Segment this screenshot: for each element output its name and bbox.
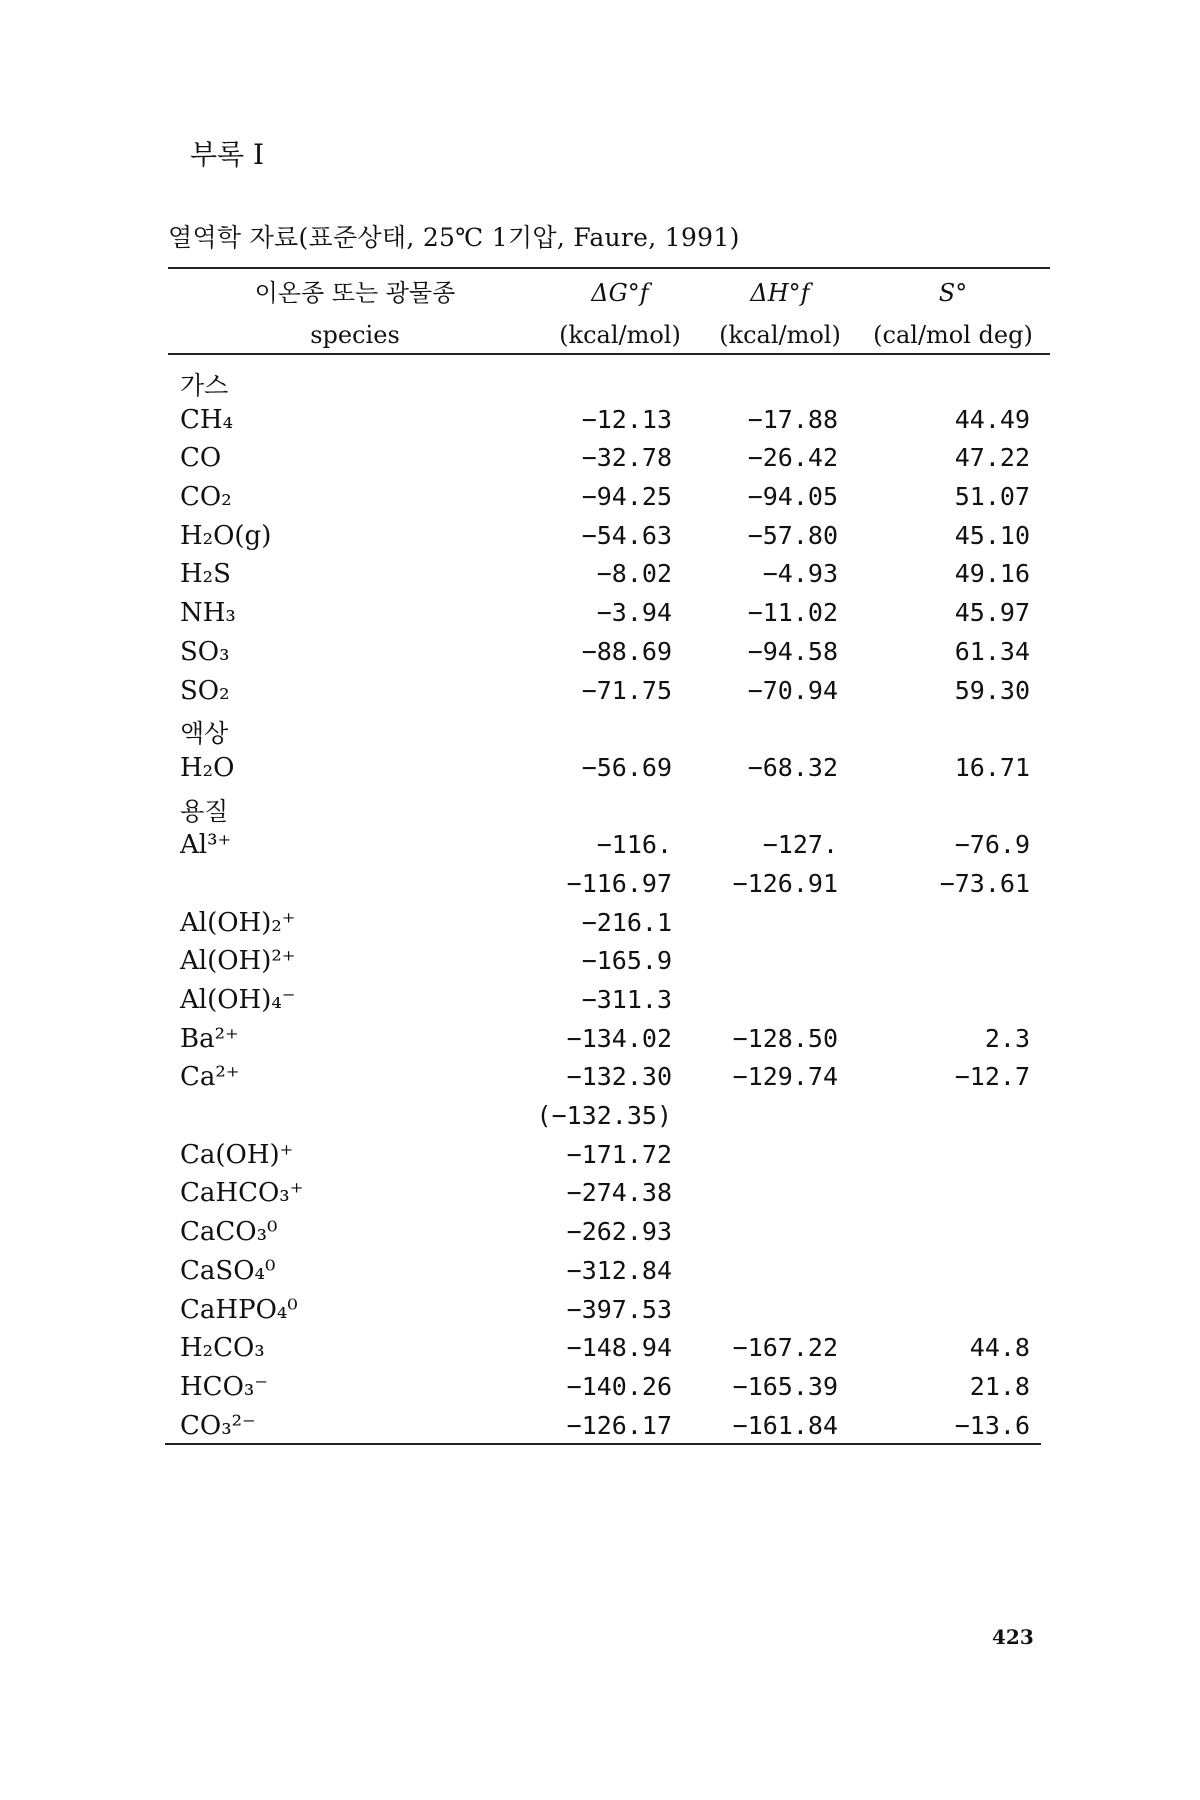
enthalpy-cell: −161.84 — [732, 1410, 838, 1440]
species-cell: Al³⁺ — [180, 830, 232, 861]
gibbs-cell: −262.93 — [566, 1217, 672, 1247]
entropy-cell: 47.22 — [954, 443, 1030, 473]
table-row — [0, 1329, 1200, 1368]
entropy-unit: (cal/mol deg) — [873, 321, 1033, 349]
gibbs-cell: −88.69 — [581, 636, 672, 666]
enthalpy-cell: −129.74 — [732, 1062, 838, 1092]
table-row — [0, 1097, 1200, 1136]
table-row — [0, 633, 1200, 672]
entropy-cell: −13.6 — [954, 1410, 1030, 1440]
enthalpy-cell: −17.88 — [747, 404, 838, 434]
gibbs-cell: −140.26 — [566, 1371, 672, 1401]
species-cell: 액상 — [180, 719, 229, 749]
table-row — [0, 904, 1200, 943]
table-row — [0, 1213, 1200, 1252]
table-row — [0, 1368, 1200, 1407]
enthalpy-cell: −165.39 — [732, 1371, 838, 1401]
gibbs-unit: (kcal/mol) — [559, 321, 681, 349]
species-cell: Al(OH)²⁺ — [180, 946, 296, 977]
section-row — [0, 788, 1200, 827]
species-cell: HCO₃⁻ — [180, 1371, 269, 1402]
table-bottom-rule — [165, 1443, 1041, 1445]
column-header-gibbs — [545, 272, 695, 356]
species-cell: H₂O — [180, 752, 235, 783]
enthalpy-cell: −94.05 — [747, 482, 838, 512]
species-cell: Al(OH)₄⁻ — [180, 985, 296, 1015]
table-row — [0, 749, 1200, 788]
entropy-cell: 45.10 — [954, 520, 1030, 550]
table-row — [0, 942, 1200, 981]
enthalpy-cell: −167.22 — [732, 1333, 838, 1363]
appendix-header: 부록 I — [190, 138, 265, 171]
enthalpy-cell: −4.93 — [762, 559, 838, 589]
species-korean-label: 이온종 또는 광물종 — [254, 279, 456, 307]
gibbs-cell: −132.30 — [566, 1062, 672, 1092]
species-cell: CO — [180, 443, 222, 474]
enthalpy-cell: −126.91 — [732, 868, 838, 898]
enthalpy-cell: −11.02 — [747, 598, 838, 628]
table-row — [0, 1136, 1200, 1175]
gibbs-cell: −8.02 — [596, 559, 672, 589]
species-cell: NH₃ — [180, 598, 236, 629]
entropy-cell: −73.61 — [939, 868, 1030, 898]
gibbs-symbol: ΔG°f — [591, 279, 649, 307]
entropy-cell: 49.16 — [954, 559, 1030, 589]
entropy-cell: −76.9 — [954, 830, 1030, 860]
species-cell: H₂CO₃ — [180, 1333, 265, 1364]
table-row — [0, 826, 1200, 865]
species-cell: CO₃²⁻ — [180, 1410, 256, 1441]
table-row — [0, 1252, 1200, 1291]
table-row — [0, 1058, 1200, 1097]
species-cell: Ca(OH)⁺ — [180, 1139, 294, 1170]
gibbs-cell: −116.97 — [566, 868, 672, 898]
gibbs-cell: −54.63 — [581, 520, 672, 550]
enthalpy-cell: −70.94 — [747, 675, 838, 705]
table-row — [0, 981, 1200, 1020]
table-row — [0, 594, 1200, 633]
table-row — [0, 1174, 1200, 1213]
section-row — [0, 710, 1200, 749]
entropy-cell: 44.49 — [954, 404, 1030, 434]
species-cell: 가스 — [180, 371, 229, 400]
table-top-rule — [168, 267, 1050, 269]
entropy-cell: −12.7 — [954, 1062, 1030, 1092]
gibbs-cell: −56.69 — [581, 752, 672, 782]
table-row — [0, 865, 1200, 904]
enthalpy-cell: −68.32 — [747, 752, 838, 782]
table-row — [0, 439, 1200, 478]
species-cell: 용질 — [180, 796, 229, 826]
table-header-rule — [168, 353, 1050, 355]
column-header-species — [230, 272, 480, 356]
species-cell: CaCO₃⁰ — [180, 1217, 278, 1248]
gibbs-cell: −134.02 — [566, 1023, 672, 1053]
species-cell: H₂S — [180, 559, 231, 590]
gibbs-cell: −312.84 — [566, 1255, 672, 1285]
table-row — [0, 517, 1200, 556]
column-header-entropy — [868, 272, 1038, 356]
enthalpy-cell: −57.80 — [747, 520, 838, 550]
gibbs-cell: −397.53 — [566, 1294, 672, 1324]
entropy-cell: 51.07 — [954, 482, 1030, 512]
table-row — [0, 1020, 1200, 1059]
table-body — [0, 362, 1200, 1445]
enthalpy-unit: (kcal/mol) — [719, 321, 841, 349]
entropy-cell: 2.3 — [984, 1023, 1030, 1053]
gibbs-cell: −165.9 — [581, 946, 672, 976]
table-row — [0, 1407, 1200, 1446]
table-caption: 열역학 자료(표준상태, 25℃ 1기압, Faure, 1991) — [168, 223, 740, 252]
gibbs-cell: −12.13 — [581, 404, 672, 434]
table-row — [0, 401, 1200, 440]
species-cell: Al(OH)₂⁺ — [180, 907, 296, 938]
page-number: 423 — [992, 1625, 1034, 1649]
gibbs-cell: −274.38 — [566, 1178, 672, 1208]
species-cell: CH₄ — [180, 404, 233, 435]
enthalpy-cell: −128.50 — [732, 1023, 838, 1053]
species-cell: SO₂ — [180, 675, 230, 706]
enthalpy-cell: −94.58 — [747, 636, 838, 666]
enthalpy-cell: −127. — [762, 830, 838, 860]
entropy-cell: 59.30 — [954, 675, 1030, 705]
section-row — [0, 362, 1200, 401]
gibbs-cell: (−132.35) — [536, 1101, 672, 1131]
entropy-cell: 16.71 — [954, 752, 1030, 782]
species-cell: Ba²⁺ — [180, 1023, 239, 1054]
enthalpy-cell: −26.42 — [747, 443, 838, 473]
gibbs-cell: −216.1 — [581, 907, 672, 937]
species-cell: CaSO₄⁰ — [180, 1255, 276, 1286]
species-english-label: species — [310, 321, 400, 349]
table-row — [0, 478, 1200, 517]
species-cell: SO₃ — [180, 636, 230, 667]
table-row — [0, 1291, 1200, 1330]
entropy-cell: 45.97 — [954, 598, 1030, 628]
species-cell: Ca²⁺ — [180, 1062, 240, 1093]
table-row — [0, 672, 1200, 711]
gibbs-cell: −94.25 — [581, 482, 672, 512]
gibbs-cell: −126.17 — [566, 1410, 672, 1440]
column-header-enthalpy — [705, 272, 855, 356]
species-cell: CaHPO₄⁰ — [180, 1294, 298, 1325]
species-cell: CO₂ — [180, 482, 232, 513]
gibbs-cell: −71.75 — [581, 675, 672, 705]
gibbs-cell: −311.3 — [581, 985, 672, 1014]
species-cell: H₂O(g) — [180, 520, 272, 551]
gibbs-cell: −3.94 — [596, 598, 672, 628]
entropy-cell: 21.8 — [969, 1371, 1030, 1401]
entropy-cell: 44.8 — [969, 1333, 1030, 1363]
entropy-cell: 61.34 — [954, 636, 1030, 666]
gibbs-cell: −171.72 — [566, 1139, 672, 1169]
gibbs-cell: −116. — [596, 830, 672, 860]
gibbs-cell: −32.78 — [581, 443, 672, 473]
table-row — [0, 555, 1200, 594]
gibbs-cell: −148.94 — [566, 1333, 672, 1363]
entropy-symbol: S° — [938, 279, 968, 307]
species-cell: CaHCO₃⁺ — [180, 1178, 304, 1209]
enthalpy-symbol: ΔH°f — [750, 279, 810, 307]
